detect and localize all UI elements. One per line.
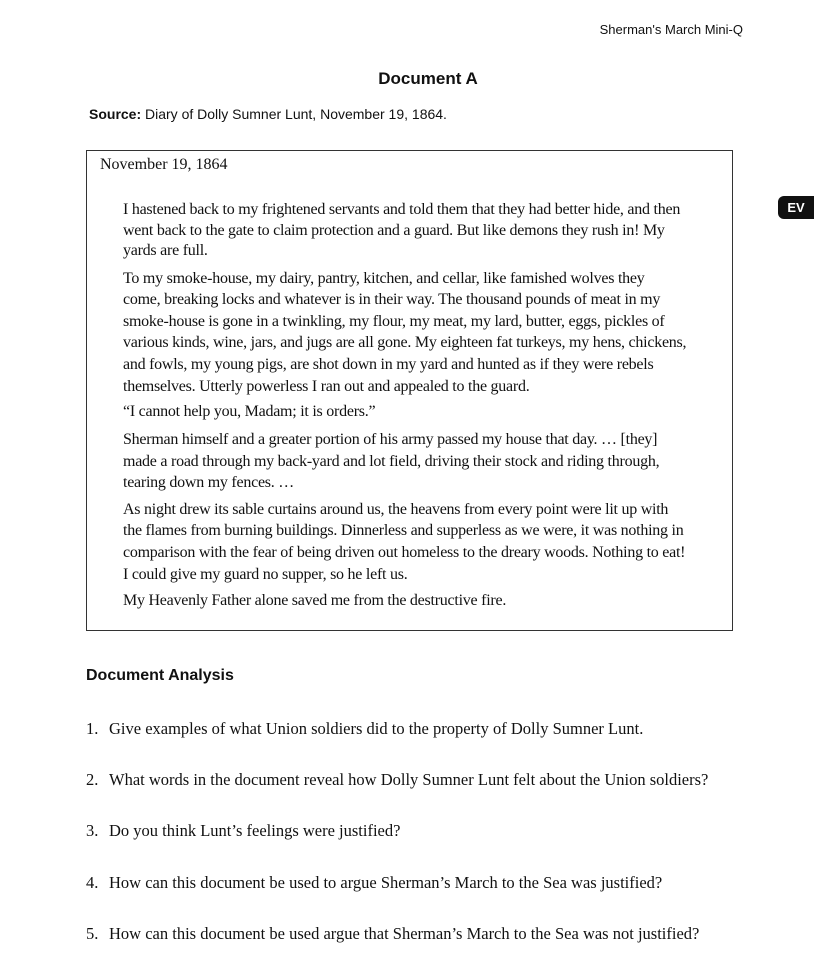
question-number: 4. bbox=[86, 873, 99, 892]
diary-line: I hastened back to my frightened servants and told them that they had better hide, and then bbox=[123, 201, 681, 218]
question-item bbox=[86, 873, 662, 893]
source-citation bbox=[89, 106, 447, 122]
question-text: Give examples of what Union soldiers did to the property of Dolly Sumner Lunt. bbox=[109, 719, 644, 738]
question-number: 2. bbox=[86, 770, 99, 789]
diary-line: the flames from burning buildings. Dinnerless and supperless as we were, it was nothing in bbox=[123, 522, 684, 539]
diary-line: tearing down my fences. … bbox=[123, 474, 295, 491]
diary-line: “I cannot help you, Madam; it is orders.” bbox=[123, 403, 376, 420]
diary-line: went back to the gate to claim protection and a guard. But like demons they rush in! My bbox=[123, 222, 665, 239]
question-text: How can this document be used argue that Sherman’s March to the Sea was not justified? bbox=[109, 924, 700, 943]
diary-line: various kinds, wine, jars, and jugs are all gone. My eighteen fat turkeys, my hens, chickens, bbox=[123, 334, 687, 351]
question-number: 1. bbox=[86, 719, 99, 738]
question-item bbox=[86, 719, 643, 739]
diary-line: As night drew its sable curtains around us, the heavens from every point were lit up with bbox=[123, 501, 669, 518]
source-text: Diary of Dolly Sumner Lunt, November 19, 1864. bbox=[145, 106, 447, 122]
diary-line: comparison with the fear of being driven out homeless to the dreary woods. Nothing to eat! bbox=[123, 544, 686, 561]
document-title: Document A bbox=[378, 69, 478, 88]
question-text: How can this document be used to argue Sherman’s March to the Sea was justified? bbox=[109, 873, 663, 892]
question-text: Do you think Lunt’s feelings were justified? bbox=[109, 821, 401, 840]
question-text: What words in the document reveal how Dolly Sumner Lunt felt about the Union soldiers? bbox=[109, 770, 709, 789]
diary-line: I could give my guard no supper, so he left us. bbox=[123, 566, 408, 583]
diary-line: yards are full. bbox=[123, 242, 208, 259]
side-tab-badge: EV bbox=[778, 196, 814, 219]
diary-line: and fowls, my young pigs, are shot down in my yard and hunted as if they were rebels bbox=[123, 356, 654, 373]
question-number: 5. bbox=[86, 924, 99, 943]
question-item bbox=[86, 770, 708, 790]
diary-line: smoke-house is gone in a twinkling, my flour, my meat, my lard, butter, eggs, pickles of bbox=[123, 313, 665, 330]
diary-date: November 19, 1864 bbox=[100, 156, 228, 173]
diary-line: themselves. Utterly powerless I ran out and appealed to the guard. bbox=[123, 378, 530, 395]
diary-line: My Heavenly Father alone saved me from the destructive fire. bbox=[123, 592, 507, 609]
running-header: Sherman's March Mini-Q bbox=[599, 22, 743, 37]
question-number: 3. bbox=[86, 821, 99, 840]
question-item bbox=[86, 821, 400, 841]
analysis-heading: Document Analysis bbox=[86, 667, 234, 684]
diary-line: come, breaking locks and whatever is in their way. The thousand pounds of meat in my bbox=[123, 291, 661, 308]
diary-line: made a road through my back-yard and lot field, driving their stock and riding through, bbox=[123, 453, 660, 470]
question-item bbox=[86, 924, 699, 944]
diary-line: To my smoke-house, my dairy, pantry, kitchen, and cellar, like famished wolves they bbox=[123, 270, 645, 287]
diary-line: Sherman himself and a greater portion of his army passed my house that day. … [they] bbox=[123, 431, 658, 448]
source-label: Source: bbox=[89, 106, 142, 122]
